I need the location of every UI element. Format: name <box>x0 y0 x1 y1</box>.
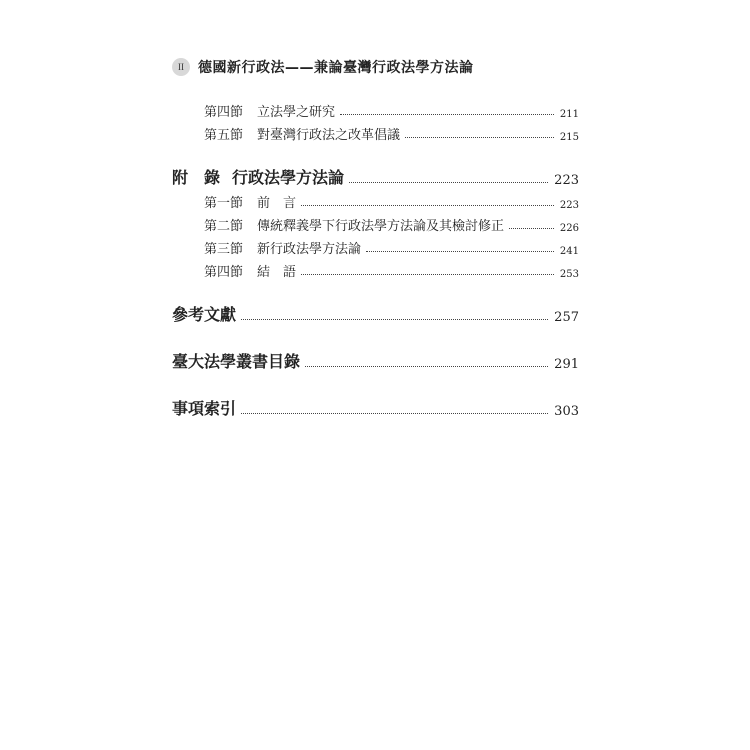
dot-leader <box>340 114 554 115</box>
section-label: 第四節 <box>204 105 244 120</box>
page-number: 241 <box>559 246 579 257</box>
toc-entry-series-catalog[interactable] <box>172 348 579 372</box>
section-title: 立法學之研究 <box>257 105 336 120</box>
section-label: 第二節 <box>204 219 244 234</box>
appendix-title: 行政法學方法論 <box>232 168 345 187</box>
toc-entry-section[interactable] <box>204 214 579 234</box>
dot-leader <box>509 228 554 229</box>
running-header <box>172 56 592 78</box>
page-number: 303 <box>554 404 579 419</box>
section-label: 第四節 <box>204 265 244 280</box>
dot-leader <box>366 251 554 252</box>
dot-leader <box>241 319 548 320</box>
toc-entry-appendix[interactable] <box>172 164 579 188</box>
dot-leader <box>301 274 554 275</box>
page-number: 257 <box>554 310 579 325</box>
section-label: 第五節 <box>204 128 244 143</box>
toc-entry-index[interactable] <box>172 395 579 419</box>
toc-entry-section[interactable] <box>204 191 579 211</box>
toc-entry-section[interactable] <box>204 100 579 120</box>
entry-title: 參考文獻 <box>172 305 237 324</box>
entry-title: 事項索引 <box>172 399 237 418</box>
section-label: 第三節 <box>204 242 244 257</box>
page-number: 226 <box>559 223 579 234</box>
dot-leader <box>405 137 554 138</box>
section-title: 傳統釋義學下行政法學方法論及其檢討修正 <box>257 219 505 234</box>
page-number: 223 <box>559 200 579 211</box>
appendix-label: 附 錄 <box>172 168 221 187</box>
dot-leader <box>301 205 554 206</box>
toc-entry-section[interactable] <box>204 237 579 257</box>
running-header-title: 德國新行政法——兼論臺灣行政法學方法論 <box>198 60 474 76</box>
section-title: 對臺灣行政法之改革倡議 <box>257 128 401 143</box>
entry-title: 臺大法學叢書目錄 <box>172 352 301 371</box>
dot-leader <box>241 413 548 414</box>
page-number: 223 <box>554 173 579 188</box>
section-title: 新行政法學方法論 <box>257 242 362 257</box>
toc-entry-section[interactable] <box>204 260 579 280</box>
dot-leader <box>305 366 548 367</box>
page-number-badge: II <box>172 58 190 76</box>
page-number: 253 <box>559 269 579 280</box>
page-number: 291 <box>554 357 579 372</box>
section-label: 第一節 <box>204 196 244 211</box>
section-title: 結 語 <box>257 265 297 280</box>
page-number: 211 <box>559 109 579 120</box>
page-number: 215 <box>559 132 579 143</box>
section-title: 前 言 <box>257 196 297 211</box>
toc-entry-references[interactable] <box>172 301 579 325</box>
toc-entry-section[interactable] <box>204 123 579 143</box>
dot-leader <box>349 182 548 183</box>
